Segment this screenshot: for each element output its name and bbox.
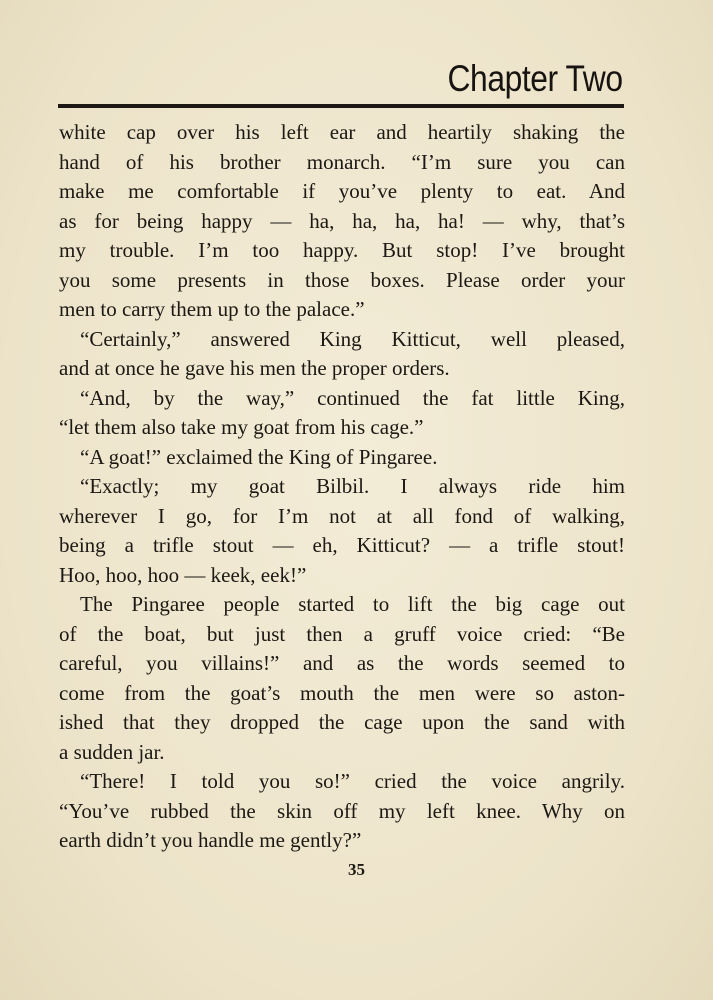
page-number: 35 xyxy=(348,860,365,879)
text-line: white cap over his left ear and heartily shaking the xyxy=(59,120,625,144)
text-line: “A goat!” exclaimed the King of Pingaree. xyxy=(80,444,438,469)
text-line: my trouble. I’m too happy. But stop! I’ve brought xyxy=(59,238,625,262)
text-line: of the boat, but just then a gruff voice cried: “Be xyxy=(59,621,625,646)
body-text xyxy=(59,118,625,856)
text-line: Hoo, hoo, hoo — keek, eek!” xyxy=(59,562,307,587)
header-rule xyxy=(58,104,624,108)
text-line: being a trifle stout — eh, Kitticut? — a trifle stout! xyxy=(59,533,625,557)
text-line: The Pingaree people started to lift the big cage out xyxy=(80,592,625,616)
text-line: as for being happy — ha, ha, ha, ha! — why, that’s xyxy=(59,208,625,233)
text-line: hand of his brother monarch. “I’m sure you can xyxy=(59,149,625,174)
text-line: make me comfortable if you’ve plenty to eat. And xyxy=(59,179,625,203)
text-line: and at once he gave his men the proper orders. xyxy=(59,356,450,380)
text-line: wherever I go, for I’m not at all fond of walking, xyxy=(59,503,625,528)
chapter-title: Chapter Two xyxy=(447,58,623,99)
text-line: “There! I told you so!” cried the voice angrily. xyxy=(80,769,625,793)
text-line: earth didn’t you handle me gently?” xyxy=(59,828,362,852)
text-line: “Exactly; my goat Bilbil. I always ride him xyxy=(80,474,625,498)
text-line: “let them also take my goat from his cage.” xyxy=(59,415,424,439)
text-line: a sudden jar. xyxy=(59,739,165,764)
text-line: careful, you villains!” and as the words seemed to xyxy=(59,651,625,675)
text-line: you some presents in those boxes. Please order your xyxy=(59,267,625,292)
text-line: ished that they dropped the cage upon the sand with xyxy=(59,710,625,734)
text-line: men to carry them up to the palace.” xyxy=(59,297,365,321)
text-line: “You’ve rubbed the skin off my left knee. Why on xyxy=(59,798,625,823)
text-line: come from the goat’s mouth the men were so aston- xyxy=(59,680,625,705)
text-line: “And, by the way,” continued the fat little King, xyxy=(80,385,625,410)
text-line: “Certainly,” answered King Kitticut, well pleased, xyxy=(80,326,625,351)
